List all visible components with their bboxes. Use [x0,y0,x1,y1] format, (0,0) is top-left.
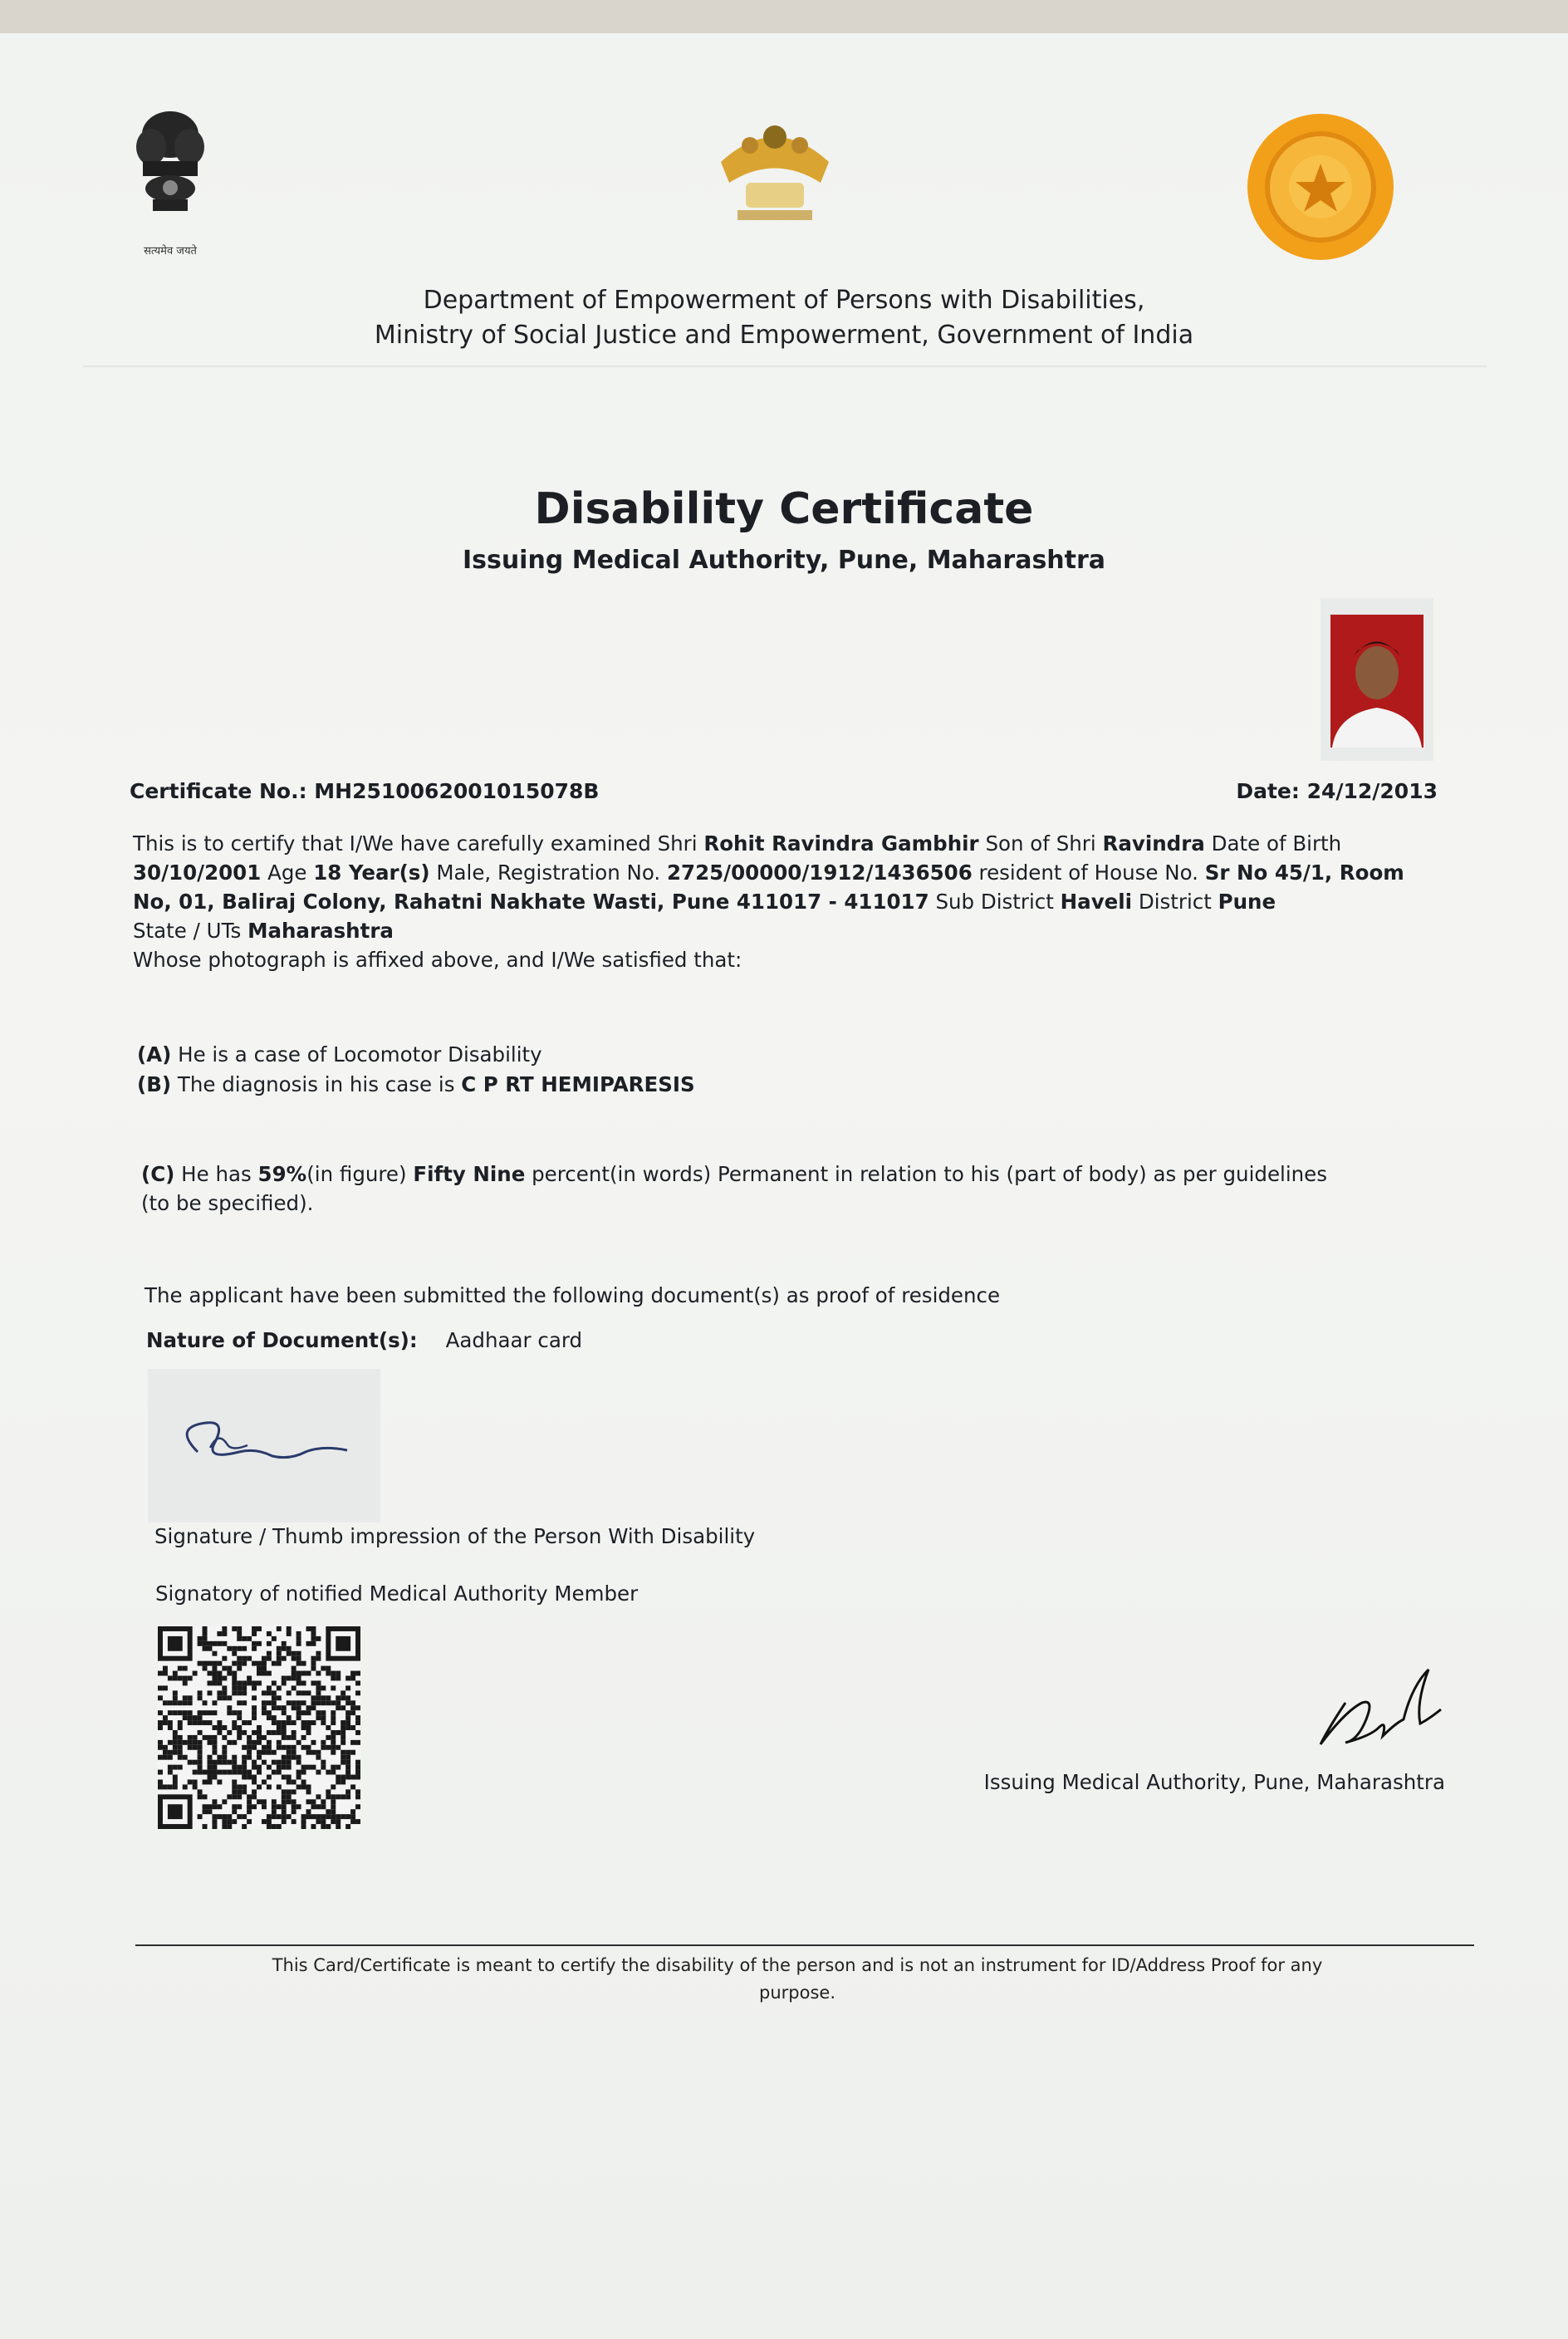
disability-percent: 59% [257,1162,307,1186]
footer-divider [135,1944,1474,1946]
text-fragment: He has [174,1162,258,1186]
applicant-name: Rohit Ravindra Gambhir [703,831,979,856]
certificate-number: Certificate No.: MH2510062001015078B [130,779,600,803]
certification-paragraph [133,829,1445,974]
person-photo-icon [1321,598,1433,761]
person-signature-label: Signature / Thumb impression of the Person With Disability [154,1524,756,1548]
header-divider [83,365,1487,367]
qr-code-icon [158,1626,360,1829]
text-fragment: percent(in words) Permanent in relation to his (part of body) as per guidelines [525,1162,1327,1186]
signatory-label: Signatory of notified Medical Authority Member [155,1581,639,1606]
text-fragment: This is to certify that I/We have carefully examined Shri [133,831,704,856]
applicant-photo [1321,598,1433,761]
item-a-text: He is a case of Locomotor Disability [171,1042,542,1067]
footer-line-2: purpose. [759,1983,835,2003]
department-line-1: Department of Empowerment of Persons with Disabilities, [423,286,1145,315]
address: Sr No 45/1, Room No, 01, Baliraj Colony, Rahatni Nakhate Wasti, Pune 411017 - 411017 [133,861,1404,914]
authority-signature-icon [1296,1653,1453,1769]
item-c [141,1160,1445,1218]
footer-line-1: This Card/Certificate is meant to certify the disability of the person and is not an instrument for ID/Address Proof for any [272,1955,1323,1975]
emblem-caption: सत्यमेव जयते [144,245,197,257]
date-of-birth: 30/10/2001 [133,861,262,885]
age: 18 Year(s) [313,861,430,885]
nature-value: Aadhaar card [445,1328,583,1352]
registration-number: 2725/00000/1912/1436506 [666,861,973,885]
signature-icon [148,1369,380,1523]
disability-percent-words: Fifty Nine [413,1162,526,1186]
nature-of-document [146,1326,582,1356]
sub-district: Haveli [1060,890,1133,914]
text-fragment: State / UTs [133,919,248,943]
item-b [137,1070,695,1100]
item-a [137,1040,542,1070]
department-line-2: Ministry of Social Justice and Empowerment, Government of India [374,321,1194,350]
certificate-sheet [0,33,1568,2339]
photograph-statement: Whose photograph is affixed above, and I/We satisfied that: [133,948,742,972]
text-fragment: Sub District [929,890,1061,914]
district: Pune [1218,890,1276,914]
nature-label: Nature of Document(s): [146,1328,418,1352]
text-fragment: Age [261,861,314,885]
ashoka-emblem-icon [125,101,216,234]
text-fragment: District [1132,890,1218,914]
person-signature-box [148,1369,380,1523]
father-name: Ravindra [1102,831,1205,856]
footer-disclaimer [199,1952,1395,2007]
text-fragment: (in figure) [306,1162,414,1186]
authority-label: Issuing Medical Authority, Pune, Maharashtra [983,1770,1445,1794]
item-b-text: The diagnosis in his case is [171,1072,462,1096]
text-fragment: Son of Shri [978,831,1103,856]
item-c-label: (C) [141,1162,175,1186]
text-fragment: (to be specified). [141,1191,314,1215]
item-b-label: (B) [137,1072,172,1096]
maharashtra-seal-icon [704,104,845,228]
text-fragment: resident of House No. [972,861,1205,885]
text-fragment: Male, Registration No. [429,861,667,885]
item-a-label: (A) [137,1042,172,1067]
diagnosis: C P RT HEMIPARESIS [461,1072,695,1096]
document-title: Disability Certificate [534,484,1034,534]
issuing-authority-subtitle: Issuing Medical Authority, Pune, Maharashtra [462,546,1106,575]
certificate-date: Date: 24/12/2013 [1236,779,1438,803]
documents-intro: The applicant have been submitted the following document(s) as proof of residence [145,1283,1001,1307]
state: Maharashtra [247,919,394,943]
text-fragment: Date of Birth [1204,831,1342,856]
maharashtra-round-seal-icon [1246,112,1395,262]
